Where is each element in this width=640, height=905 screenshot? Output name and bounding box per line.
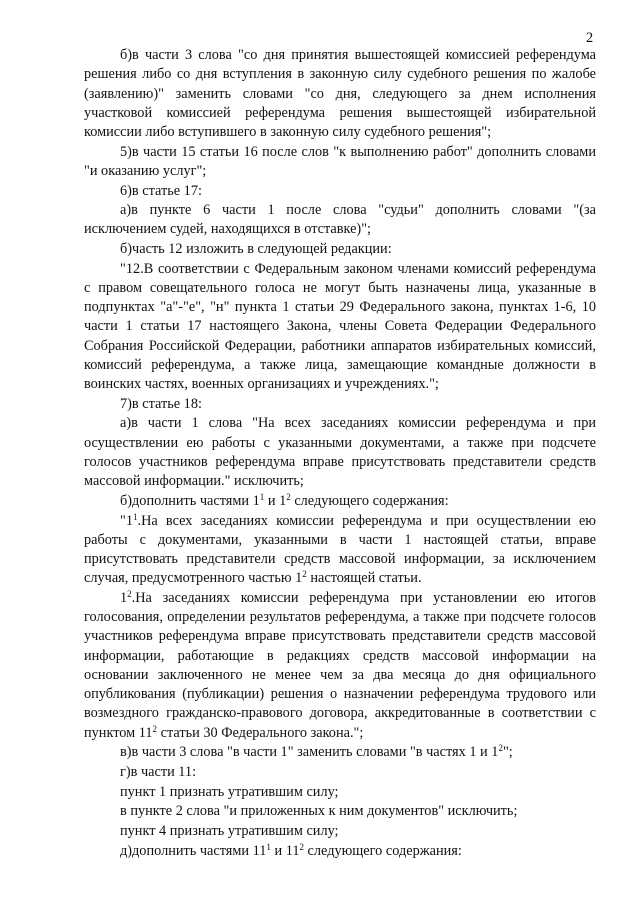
paragraph-point-2: в пункте 2 слова "и приложенных к ним документов" исключить; — [120, 803, 518, 820]
paragraph-new-part-1-2: $1^2.На$ заседаниях комиссии референдума при установлении ею итогов голосования, определении результатов референдума, а также при подсчете голосов участников референдума вправе присутствовать представители средств массовой информации, работающие в редакциях средств массовой информации на основании заключенного не менее чем за два месяца до дня официального опубликования (публикации) решения о назначении референдума трудового или возмездного гражданско-правового договора, аккредитованные в соответствии с пунктом $11^2$ статьи 30 Федерального закона."; — [84, 588, 596, 741]
paragraph-new-part-12: "12.В соответствии с Федеральным законом членами комиссий референдума с правом совещательного голоса не могут быть назначены лица, указанные в подпунктах "а"-"е", "н" пункта 1 статьи 29 Федерального закона, пунктах 1-6, 10 части 1 статьи 17 настоящего Закона, члены Совета Федерации Федерального Собрания Российской Федерации, работники аппаратов избирательных комиссий, комиссий референдума, а также лица, замещающие командные должности в воинских частях, военных организациях и учреждениях."; — [84, 260, 596, 393]
document-body — [84, 46, 596, 861]
paragraph-new-part-1-1: "$1^1.На$ всех заседаниях комиссии референдума и при осуществлении ею работы с документами, указанными в части 1 настоящей статьи, вправе присутствовать представители средств массовой информации, за исключением случая, предусмотренного частью $1^2$ настоящей статьи. — [84, 511, 596, 587]
page-number: 2 — [586, 30, 594, 46]
paragraph-item-6a: а)в пункте 6 части 1 после слова "судьи" дополнить словами "(за исключением судей, находящихся в отставке)"; — [84, 202, 596, 238]
paragraph-item-7d: д)дополнить частями $11^1$ и $11^2$ следующего содержания: — [120, 841, 462, 859]
paragraph-item-7a: а)в части 1 слова "На всех заседаниях комиссии референдума и при осуществлении ею работы с указанными документами, а также при подсчете голосов участников референдума вправе присутствовать представители средств массовой информации." исключить; — [84, 415, 596, 490]
paragraph-item-6b: б)часть 12 изложить в следующей редакции: — [120, 241, 392, 258]
paragraph-item-7g: г)в части 11: — [120, 763, 197, 780]
paragraph-item-6: 6)в статье 17: — [120, 182, 202, 199]
paragraph-item-5: 5)в части 15 статьи 16 после слов "к выполнению работ" дополнить словами "и оказанию услуг"; — [84, 143, 596, 179]
paragraph-item-7: 7)в статье 18: — [120, 395, 202, 412]
paragraph-item-7b: б)дополнить частями $1^1$ и $1^2$ следующего содержания: — [120, 491, 449, 509]
paragraph-point-4: пункт 4 признать утратившим силу; — [120, 822, 339, 839]
paragraph-amendment-b-part3: б)в части 3 слова "со дня принятия вышестоящей комиссией референдума решения либо со дня вступления в законную силу судебного решения по жалобе (заявлению)" заменить словами "со дня, следующего за днем исполнения участковой комиссией референдума решения вышестоящей избирательной комиссии либо вступившего в законную силу судебного решения"; — [84, 47, 596, 140]
paragraph-point-1: пункт 1 признать утратившим силу; — [120, 783, 339, 800]
paragraph-item-7v: в)в части 3 слова "в части 1" заменить словами "в частях 1 и $1^2$"; — [120, 743, 513, 761]
